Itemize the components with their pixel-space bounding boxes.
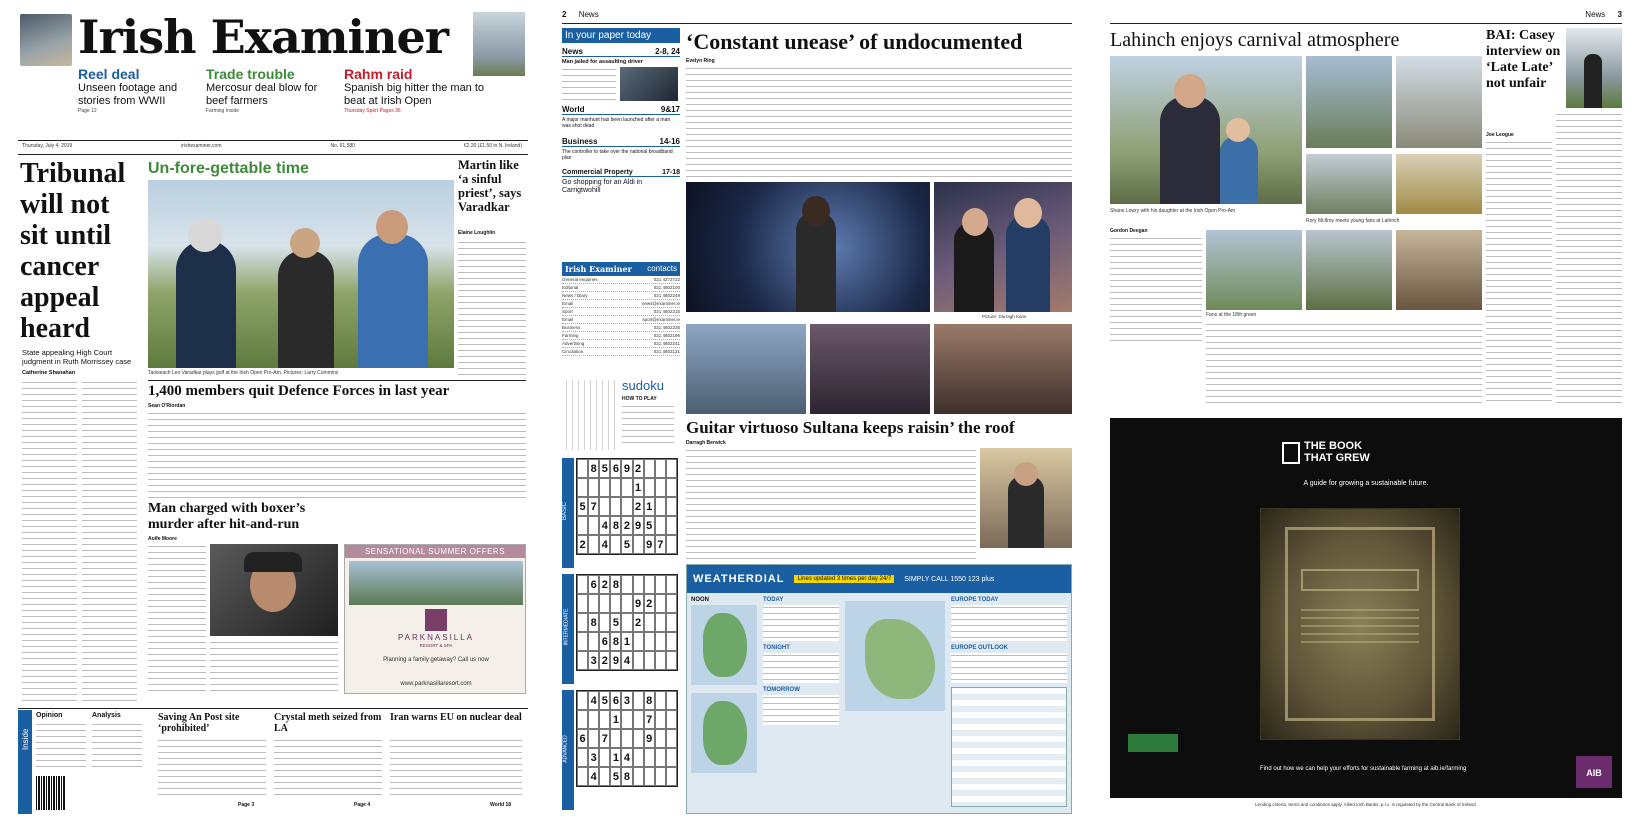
ad-headline: THE BOOK THAT GREW <box>1304 440 1370 464</box>
contact-row: Advertising 021 4802241 <box>562 341 680 346</box>
contents-item-property[interactable]: Commercial Property 17-18 Go shopping for an Aldi in Carrigtwohill <box>562 169 680 194</box>
ad-logo-mark <box>1282 442 1300 464</box>
contents-item-world[interactable]: World 9&17 A major manhunt has been launched after a man was shot dead <box>562 105 680 129</box>
bottom-story-3[interactable]: Iran warns EU on nuclear deal World 18 <box>390 712 522 808</box>
weather-brand: WEATHERDIAL <box>693 573 785 585</box>
contact-row: Farming 021 4802196 <box>562 333 680 338</box>
contacts-label: contacts <box>647 264 677 273</box>
contact-row: General enquiries 021 4272722 <box>562 277 680 282</box>
story3-body-2 <box>210 640 338 694</box>
p2-story2-body <box>686 448 976 560</box>
contact-row: News / Diary 021 4802249 <box>562 293 680 298</box>
opinion-box[interactable]: Opinion <box>36 712 88 772</box>
mcilroy-photo <box>1206 230 1302 310</box>
p3-body-2 <box>1206 322 1482 406</box>
teaser-reel-deal[interactable]: Reel deal Unseen footage and stories from WWII Page 12 <box>78 66 178 114</box>
lead-bullet: State appealing High Court judgment in Ruth Morrissey case <box>22 348 132 366</box>
p3-headline[interactable]: Lahinch enjoys carnival atmosphere <box>1110 29 1400 51</box>
fans-photo-right <box>934 182 1072 312</box>
p2-photo-credit: Picture: Darragh Kane <box>982 314 1027 319</box>
contacts-panel <box>562 262 680 372</box>
story3-body <box>148 544 206 694</box>
weather-map-tonight <box>691 693 757 773</box>
page-number: 2 <box>562 10 567 19</box>
aib-logo: AIB <box>1576 756 1612 788</box>
page-section: News <box>578 10 599 19</box>
contact-row: Business 021 4802235 <box>562 325 680 330</box>
resort-photo <box>349 561 523 605</box>
parknasilla-ad[interactable]: SENSATIONAL SUMMER OFFERS PARKNASILLA RESORT & SPA Planning a family getaway? Call us now www.parknasillaresort.com <box>344 544 526 694</box>
lead-byline: Catherine Shanahan <box>22 370 76 376</box>
contents-title: In your paper today <box>562 28 680 43</box>
contact-row: Sport 021 4802215 <box>562 309 680 314</box>
p3-byline: Gordon Deegan <box>1110 228 1148 234</box>
contact-row: Circulation 021 4802131 <box>562 349 680 354</box>
photo-caption: Taoiseach Leo Varadkar plays golf at the Irish Open Pro-Am. Pictures: Larry Cummins <box>148 370 339 376</box>
story2-byline: Sean O'Riordan <box>148 403 186 409</box>
photo-headline: Un-fore-gettable time <box>148 160 309 177</box>
dateline <box>22 143 522 153</box>
fans-photo-b <box>1396 56 1482 148</box>
dateline-site: irishexaminer.com <box>181 143 222 149</box>
sudoku-mini-grid <box>566 380 618 450</box>
bottom-story-1[interactable]: Saving An Post site ‘prohibited’ Page 3 <box>158 712 270 812</box>
side-headline[interactable]: Martin like ‘a sinful priest’, says Varadkar <box>458 158 522 214</box>
p3-side-headline[interactable]: BAI: Casey interview on ‘Late Late’ not unfair <box>1486 28 1561 91</box>
contacts-brand: Irish Examiner <box>565 264 632 274</box>
teaser-trade-trouble[interactable]: Trade trouble Mercosur deal blow for beef farmers Farming Inside <box>206 66 318 114</box>
weather-tagline: Lines updated 3 times per day 24/7 <box>794 575 894 583</box>
inside-strip: Inside <box>18 710 32 814</box>
sultana-photo <box>980 448 1072 548</box>
p3-caption-2: Rory McIlroy meets young fans at Lahinch <box>1306 218 1400 224</box>
lead-body-2 <box>82 380 137 702</box>
p3-section: News <box>1585 10 1606 19</box>
p3-body <box>1110 236 1202 346</box>
p2-lead-byline: Evelyn Ring <box>686 58 715 64</box>
logo-monogram <box>425 609 447 631</box>
dateline-date: Thursday, July 4, 2019 <box>22 143 73 149</box>
fans-photo-1 <box>686 324 806 414</box>
fans-photo-e <box>1306 230 1392 310</box>
golf-photo <box>148 180 454 368</box>
p3-header <box>1110 10 1622 24</box>
partner-logo <box>1128 734 1178 752</box>
side-body <box>458 240 526 380</box>
golfer-photo <box>1566 28 1622 108</box>
front-page <box>18 8 528 814</box>
weather-map-europe <box>845 601 945 711</box>
fans-photo-c <box>1306 154 1392 214</box>
concert-photo-main <box>686 182 930 312</box>
dateline-price: €2.20 (£1.50 in N. Ireland) <box>463 143 522 149</box>
page-two <box>562 8 1072 814</box>
story2-headline[interactable]: 1,400 members quit Defence Forces in last year <box>148 383 450 399</box>
sudoku-grid-advanced[interactable]: 4 5 6 3 8 1 7 6 7 9 3 1 4 4 5 8 <box>576 690 678 787</box>
contents-panel <box>562 28 680 256</box>
contact-row: Email news@examiner.ie <box>562 301 680 306</box>
contact-row: Email sport@examiner.ie <box>562 317 680 322</box>
side-byline: Elaine Loughlin <box>458 230 496 236</box>
story3-headline[interactable]: Man charged with boxer’s murder after hit-and-run <box>148 501 306 532</box>
lead-body <box>22 380 77 702</box>
ad-sub: A guide for growing a sustainable future. <box>1303 480 1429 487</box>
ad-footer: Lending criteria, terms and conditions apply. Allied Irish Banks, p.l.c. is regulated by the Central Bank of Ireland. <box>1255 802 1477 807</box>
lead-headline[interactable]: Tribunal will not sit until cancer appeal heard <box>20 158 126 344</box>
p3-caption-3: Fans at the 18th green <box>1206 312 1257 318</box>
p2-lead-headline[interactable]: ‘Constant unease’ of undocumented <box>686 29 1023 54</box>
sudoku-title: sudoku <box>622 378 664 393</box>
weather-phone: SIMPLY CALL 1550 123 plus <box>904 575 995 583</box>
weather-map-noon <box>691 605 757 685</box>
p3-side-byline: Joe Leogue <box>1486 132 1514 138</box>
story2-body <box>148 411 526 499</box>
p3-caption-1: Shane Lowry with his daughter at the Irish Open Pro-Am <box>1110 208 1236 214</box>
p2-story2-headline[interactable]: Guitar virtuoso Sultana keeps raisin’ the roof <box>686 418 1015 437</box>
lowry-photo <box>1110 56 1302 204</box>
fans-photo-d <box>1396 154 1482 214</box>
weather-panel: WEATHERDIAL Lines updated 3 times per day 24/7 SIMPLY CALL 1550 123 plus NOON TODAY TONIGHT TOMORROW EUROPE TODAY EUROPE OUTLOOK <box>686 564 1072 814</box>
p2-lead-body <box>686 66 1072 178</box>
boxer-photo <box>210 544 338 636</box>
sudoku-label-advanced: ADVANCED <box>562 690 574 810</box>
barcode <box>36 776 66 810</box>
masthead-photo-left <box>20 14 72 66</box>
fans-photo-f <box>1396 230 1482 310</box>
aib-ad[interactable] <box>1110 418 1622 798</box>
story3-byline: Aoife Moore <box>148 536 177 542</box>
contents-item-news[interactable]: News 2-8, 24 Man jailed for assaulting driver <box>562 47 680 103</box>
ad-cta: Find out how we can help your efforts for sustainable farming at aib.ie/farming <box>1260 766 1467 772</box>
masthead-title: Irish Examiner <box>78 10 448 64</box>
p3-page-number: 3 <box>1617 10 1622 19</box>
p3-side-body-2 <box>1556 112 1622 406</box>
analysis-box[interactable]: Analysis <box>92 712 144 772</box>
sudoku-grid-basic[interactable]: 8 5 6 9 2 1 5 7 2 1 4 8 2 9 5 2 4 5 9 7 <box>576 458 678 555</box>
contents-item-business[interactable]: Business 14-16 The controller to take over the national broadband plan <box>562 137 680 161</box>
fans-photo-2 <box>810 324 930 414</box>
sudoku-label-basic: BASIC <box>562 458 574 568</box>
dateline-issue: No. 61,580 <box>330 143 355 149</box>
page-header <box>562 10 1072 24</box>
fans-photo-3 <box>934 324 1072 414</box>
sudoku-label-intermediate: INTERMEDIATE <box>562 574 574 684</box>
sudoku-panel: sudoku HOW TO PLAY BASIC 8 5 6 9 2 1 5 7 2 1 4 8 2 9 5 2 4 5 9 7 INTERMEDIATE 6 2 8 9 2 8 5 2 6 8 1 3 2 9 4 ADVANCED 4 5 6 3 8 1 7 6 7 9 3 1 4 4 5 8 <box>562 378 680 814</box>
bottom-story-2[interactable]: Crystal meth seized from LA Page 4 <box>274 712 382 808</box>
fans-photo-a <box>1306 56 1392 148</box>
p3-side-body <box>1486 140 1552 406</box>
p2-story2-byline: Darragh Berwick <box>686 440 726 446</box>
page-three <box>1110 8 1622 814</box>
sudoku-grid-intermediate[interactable]: 6 2 8 9 2 8 5 2 6 8 1 3 2 9 4 <box>576 574 678 671</box>
grass-book <box>1260 508 1460 740</box>
weather-table <box>951 687 1067 807</box>
contact-row: Editorial 021 4802100 <box>562 285 680 290</box>
teaser-rahm-raid[interactable]: Rahm raid Spanish big hitter the man to beat at Irish Open Thursday Sport Pages 36 <box>344 66 485 114</box>
